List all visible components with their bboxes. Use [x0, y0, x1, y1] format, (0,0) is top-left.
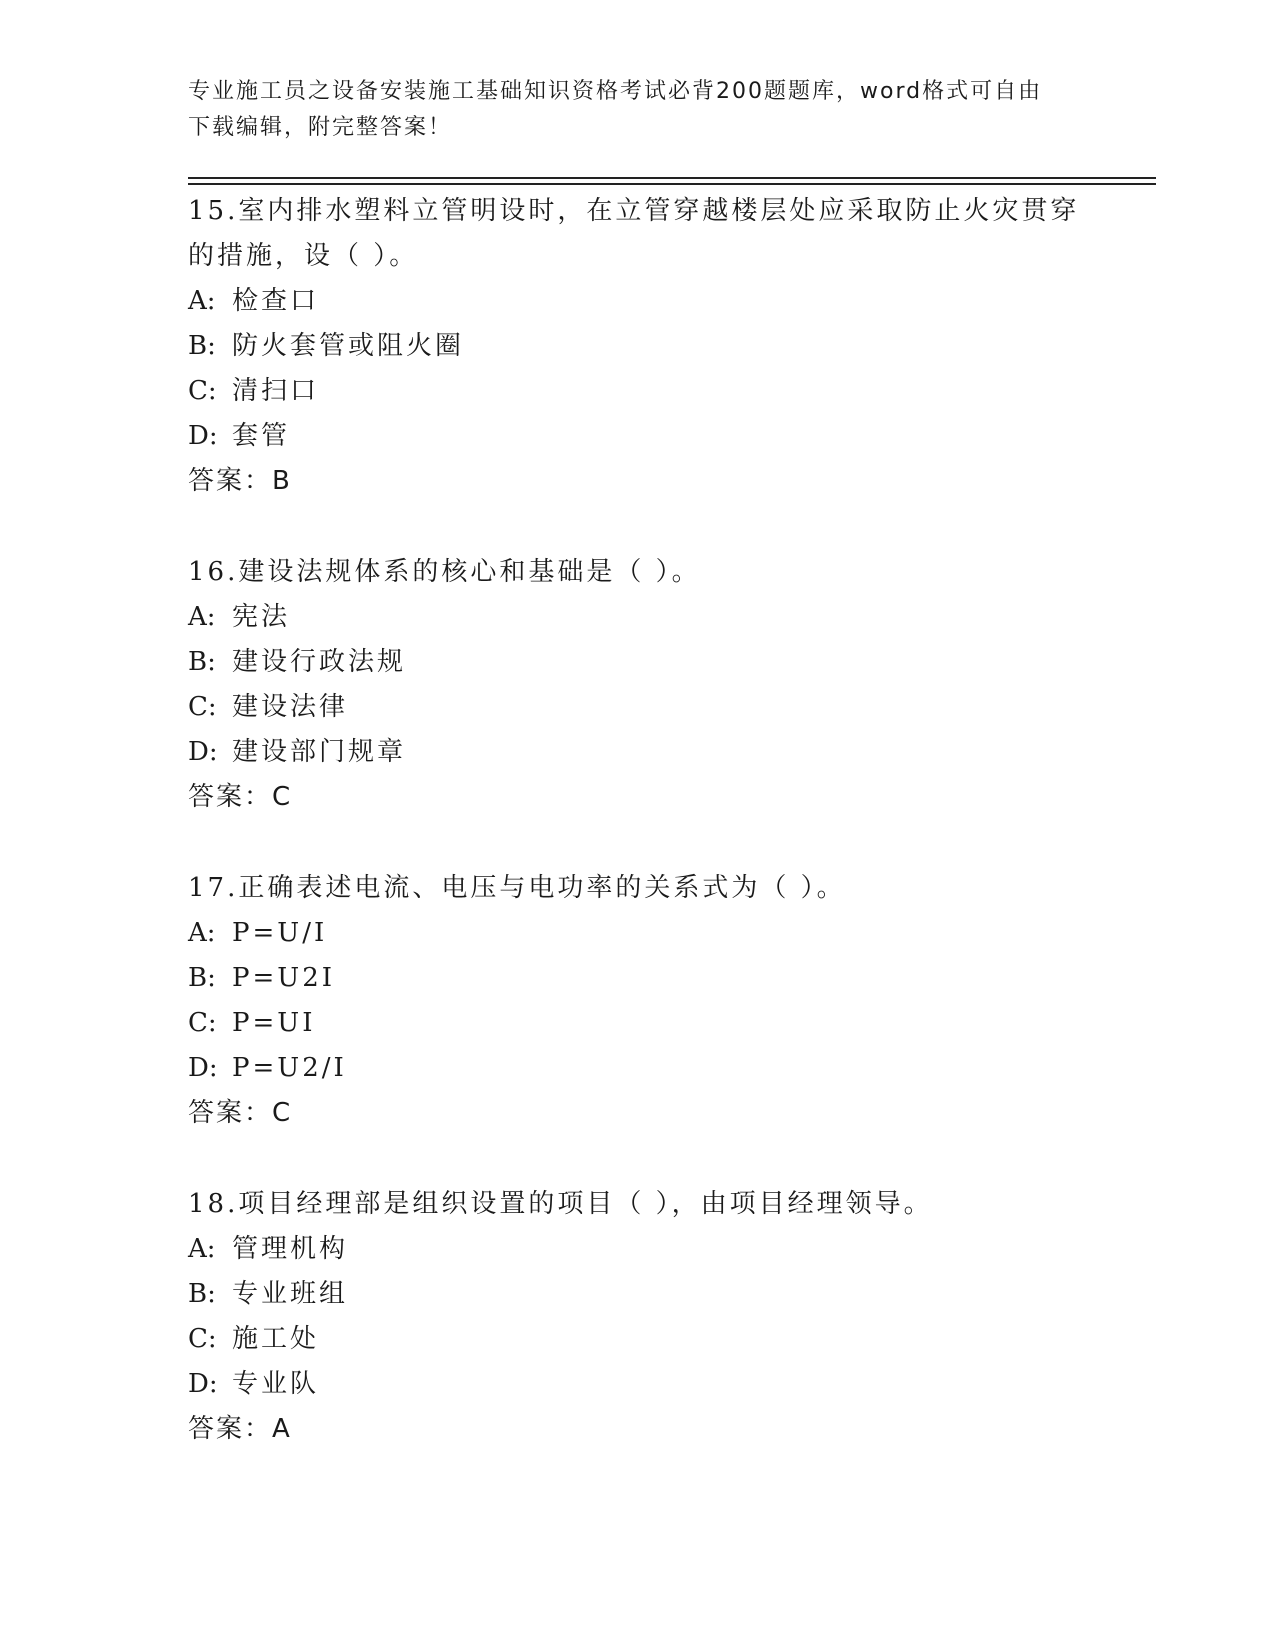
question-stem: 17.正确表述电流、电压与电功率的关系式为（ ）。: [188, 873, 846, 903]
header-line-1: 专业施工员之设备安装施工基础知识资格考试必背200题题库，word格式可自由: [188, 79, 1043, 104]
header-divider-top: [188, 177, 1156, 179]
option-text: 建设法律: [232, 692, 349, 722]
option-d: [188, 1046, 1088, 1091]
option-b: [188, 1272, 1088, 1317]
option-c: [188, 1001, 1088, 1046]
option-key: A:: [188, 1234, 216, 1264]
option-b: [188, 324, 1088, 369]
option-c: [188, 685, 1088, 730]
header-line-2: 下载编辑，附完整答案！: [188, 115, 453, 140]
option-key: A:: [188, 918, 216, 948]
option-key: C:: [188, 376, 217, 406]
option-text: P=U2I: [232, 963, 336, 993]
answer-line: 答案：B: [188, 466, 292, 496]
answer-line: 答案：C: [188, 1098, 293, 1128]
option-d: [188, 414, 1088, 459]
option-text: 建设行政法规: [232, 647, 407, 677]
answer-line: 答案：C: [188, 782, 293, 812]
option-key: D:: [188, 737, 218, 767]
option-key: D:: [188, 1369, 218, 1399]
option-key: A:: [188, 286, 216, 316]
option-text: 防火套管或阻火圈: [232, 331, 465, 361]
option-text: P=U2/I: [232, 1053, 347, 1083]
option-text: 宪法: [232, 602, 291, 632]
question-17: [188, 866, 1088, 1136]
option-text: 专业班组: [232, 1279, 349, 1309]
header-divider-bottom: [188, 183, 1156, 185]
option-text: 套管: [232, 421, 291, 451]
question-stem: 18.项目经理部是组织设置的项目（ ），由项目经理领导。: [188, 1189, 933, 1219]
option-key: B:: [188, 1279, 216, 1309]
option-b: [188, 640, 1088, 685]
option-text: 检查口: [232, 286, 320, 316]
option-key: C:: [188, 692, 217, 722]
option-key: C:: [188, 1324, 217, 1354]
option-d: [188, 1362, 1088, 1407]
option-key: B:: [188, 331, 216, 361]
option-text: P=UI: [232, 1008, 316, 1038]
question-16: [188, 550, 1088, 820]
option-a: [188, 1227, 1088, 1272]
question-18: [188, 1182, 1088, 1452]
option-key: B:: [188, 647, 216, 677]
option-c: [188, 1317, 1088, 1362]
option-key: A:: [188, 602, 216, 632]
option-text: 施工处: [232, 1324, 320, 1354]
option-key: D:: [188, 1053, 218, 1083]
option-text: 建设部门规章: [232, 737, 407, 767]
option-text: 专业队: [232, 1369, 320, 1399]
question-15: [188, 189, 1088, 504]
option-text: 管理机构: [232, 1234, 349, 1264]
question-stem-continued: 的措施，设（ ）。: [188, 241, 419, 271]
option-a: [188, 911, 1088, 956]
document-header: [188, 74, 1088, 146]
option-key: B:: [188, 963, 216, 993]
answer-line: 答案：A: [188, 1414, 292, 1444]
option-text: P=U/I: [232, 918, 328, 948]
option-c: [188, 369, 1088, 414]
question-stem: 15.室内排水塑料立管明设时，在立管穿越楼层处应采取防止火灾贯穿: [188, 196, 1080, 226]
question-stem: 16.建设法规体系的核心和基础是（ ）。: [188, 557, 701, 587]
option-text: 清扫口: [232, 376, 320, 406]
option-key: C:: [188, 1008, 217, 1038]
option-d: [188, 730, 1088, 775]
option-key: D:: [188, 421, 218, 451]
option-a: [188, 595, 1088, 640]
option-a: [188, 279, 1088, 324]
option-b: [188, 956, 1088, 1001]
